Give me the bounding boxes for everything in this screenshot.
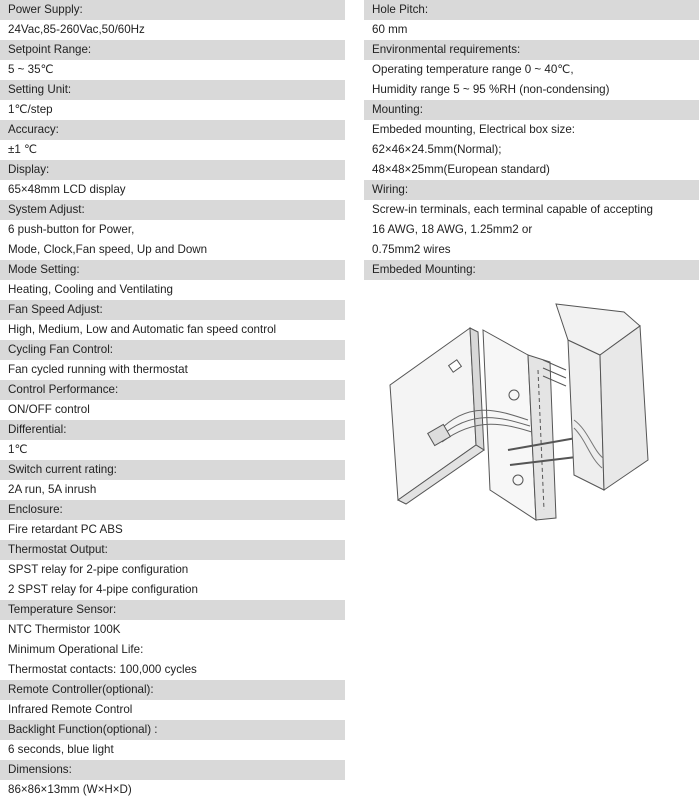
electrical-box-front — [568, 340, 604, 490]
spec-value: Mode, Clock,Fan speed, Up and Down — [0, 240, 345, 260]
spec-value: ±1 ℃ — [0, 140, 345, 160]
thermostat-embedded-mounting-drawing — [378, 300, 674, 525]
spec-heading: Cycling Fan Control: — [0, 340, 345, 360]
spec-heading: Enclosure: — [0, 500, 345, 520]
left-spec-column — [0, 0, 345, 800]
spec-heading: Setting Unit: — [0, 80, 345, 100]
spec-value: 6 push-button for Power, — [0, 220, 345, 240]
spec-heading: Display: — [0, 160, 345, 180]
spec-heading: Backlight Function(optional) : — [0, 720, 345, 740]
spec-value: 1℃ — [0, 440, 345, 460]
spec-value: Fan cycled running with thermostat — [0, 360, 345, 380]
spec-value: 48×48×25mm(European standard) — [364, 160, 699, 180]
spec-heading: Remote Controller(optional): — [0, 680, 345, 700]
spec-heading: Fan Speed Adjust: — [0, 300, 345, 320]
spec-value: Embeded mounting, Electrical box size: — [364, 120, 699, 140]
spec-heading: Mode Setting: — [0, 260, 345, 280]
spec-value: SPST relay for 2-pipe configuration — [0, 560, 345, 580]
spec-heading: Power Supply: — [0, 0, 345, 20]
spec-heading: Embeded Mounting: — [364, 260, 699, 280]
spec-value: 1℃/step — [0, 100, 345, 120]
spec-value: 0.75mm2 wires — [364, 240, 699, 260]
spec-value: Minimum Operational Life: — [0, 640, 345, 660]
spec-value: Thermostat contacts: 100,000 cycles — [0, 660, 345, 680]
spec-value: 86×86×13mm (W×H×D) — [0, 780, 345, 800]
spec-value: 16 AWG, 18 AWG, 1.25mm2 or — [364, 220, 699, 240]
spec-value: Infrared Remote Control — [0, 700, 345, 720]
spec-heading: Temperature Sensor: — [0, 600, 345, 620]
spec-value: 2 SPST relay for 4-pipe configuration — [0, 580, 345, 600]
spec-value: Heating, Cooling and Ventilating — [0, 280, 345, 300]
spec-value: High, Medium, Low and Automatic fan speed control — [0, 320, 345, 340]
spec-heading: Differential: — [0, 420, 345, 440]
spec-value: 2A run, 5A inrush — [0, 480, 345, 500]
spec-heading: System Adjust: — [0, 200, 345, 220]
spec-value: 65×48mm LCD display — [0, 180, 345, 200]
spec-value: Operating temperature range 0 ~ 40℃, — [364, 60, 699, 80]
spec-value: 60 mm — [364, 20, 699, 40]
spec-value: NTC Thermistor 100K — [0, 620, 345, 640]
spec-value: Humidity range 5 ~ 95 %RH (non-condensing) — [364, 80, 699, 100]
spec-heading: Mounting: — [364, 100, 699, 120]
spec-heading: Environmental requirements: — [364, 40, 699, 60]
spec-value: 5 ~ 35℃ — [0, 60, 345, 80]
spec-value: 24Vac,85-260Vac,50/60Hz — [0, 20, 345, 40]
electrical-box-side — [600, 326, 648, 490]
right-spec-column — [364, 0, 699, 280]
spec-heading: Hole Pitch: — [364, 0, 699, 20]
spec-value: 62×46×24.5mm(Normal); — [364, 140, 699, 160]
embedded-mounting-illustration — [378, 300, 674, 525]
spec-heading: Thermostat Output: — [0, 540, 345, 560]
spec-value: ON/OFF control — [0, 400, 345, 420]
spec-heading: Dimensions: — [0, 760, 345, 780]
spec-heading: Control Performance: — [0, 380, 345, 400]
spec-value: Fire retardant PC ABS — [0, 520, 345, 540]
spec-heading: Setpoint Range: — [0, 40, 345, 60]
spec-heading: Switch current rating: — [0, 460, 345, 480]
spec-heading: Accuracy: — [0, 120, 345, 140]
spec-value: Screw-in terminals, each terminal capable of accepting — [364, 200, 699, 220]
spec-value: 6 seconds, blue light — [0, 740, 345, 760]
spec-heading: Wiring: — [364, 180, 699, 200]
